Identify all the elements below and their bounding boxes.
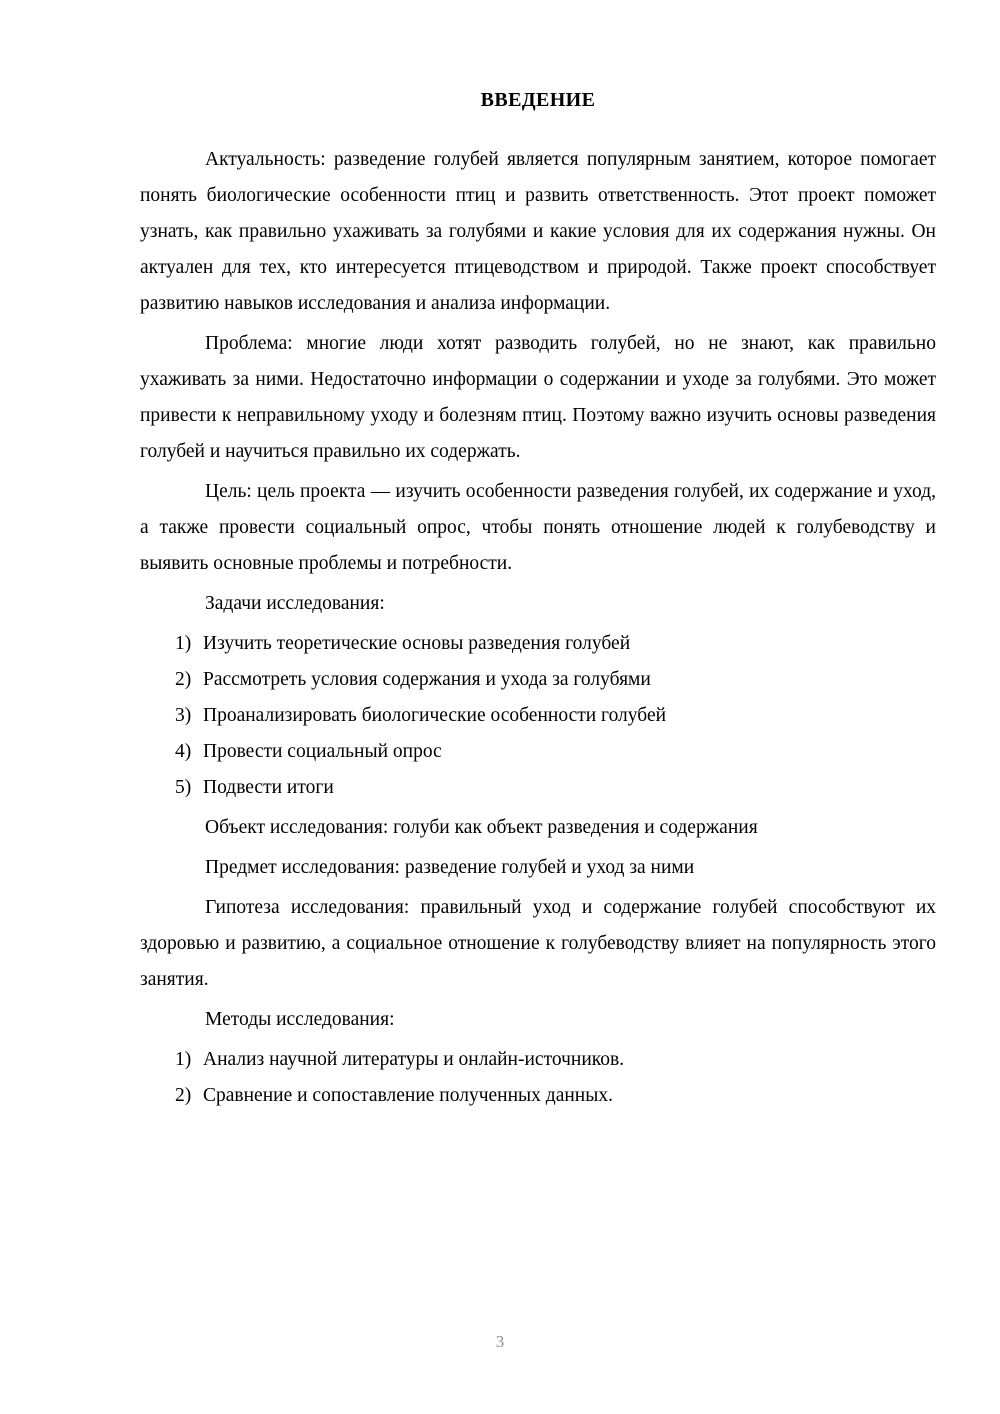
paragraph-subject: Предмет исследования: разведение голубей и уход за ними [205,857,695,878]
list-item [140,698,936,734]
paragraph-hypothesis: Гипотеза исследования: правильный уход и содержание голубей способствуют их здоровью и развитию, а социальное отношение к голубеводству влияет на популярность этого занятия. [140,897,936,990]
document-body [140,88,936,1118]
methods-heading: Методы исследования: [205,1009,395,1030]
paragraph-problem: Проблема: многие люди хотят разводить голубей, но не знают, как правильно ухаживать за ними. Недостаточно информации о содержании и уходе за голубями. Это может привести к неправильному уходу и болезням птиц. Поэтому важно изучить основы разведения голубей и научиться правильно их содержать. [140,333,936,462]
list-item-label: Анализ научной литературы и онлайн-источников. [203,1049,625,1070]
paragraph-object: Объект исследования: голуби как объект разведения и содержания [205,817,758,838]
list-item-label: Рассмотреть условия содержания и ухода за голубями [203,669,651,690]
list-item [140,734,936,770]
list-item [140,626,936,662]
paragraph-relevance: Актуальность: разведение голубей является популярным занятием, которое помогает понять биологические особенности птиц и развить ответственность. Этот проект поможет узнать, как правильно ухаживать за голубями и какие условия для их содержания нужны. Он актуален для тех, кто интересуется птицеводством и природой. Также проект способствует развитию навыков исследования и анализа информации. [140,149,936,314]
list-item [140,662,936,698]
list-item-marker: 1) [175,1049,192,1070]
list-item-label: Изучить теоретические основы разведения голубей [203,633,631,654]
tasks-heading: Задачи исследования: [205,593,385,614]
list-item-label: Подвести итоги [203,777,334,798]
list-item-marker: 3) [175,705,192,726]
list-item-marker: 5) [175,777,192,798]
list-item-marker: 4) [175,741,192,762]
list-item-label: Сравнение и сопоставление полученных данных. [203,1085,613,1106]
page-number: 3 [495,1332,505,1351]
list-item-label: Провести социальный опрос [203,741,442,762]
page-title: ВВЕДЕНИЕ [480,89,596,111]
list-item [140,770,936,806]
list-item-label: Проанализировать биологические особенности голубей [203,705,667,726]
list-item [140,1042,936,1078]
list-item [140,1078,936,1114]
list-item-marker: 2) [175,669,192,690]
list-item-marker: 2) [175,1085,192,1106]
list-item-marker: 1) [175,633,192,654]
tasks-list [140,626,936,806]
paragraph-goal: Цель: цель проекта — изучить особенности разведения голубей, их содержание и уход, а также провести социальный опрос, чтобы понять отношение людей к голубеводству и выявить основные проблемы и потребности. [140,481,936,574]
methods-list [140,1042,936,1114]
